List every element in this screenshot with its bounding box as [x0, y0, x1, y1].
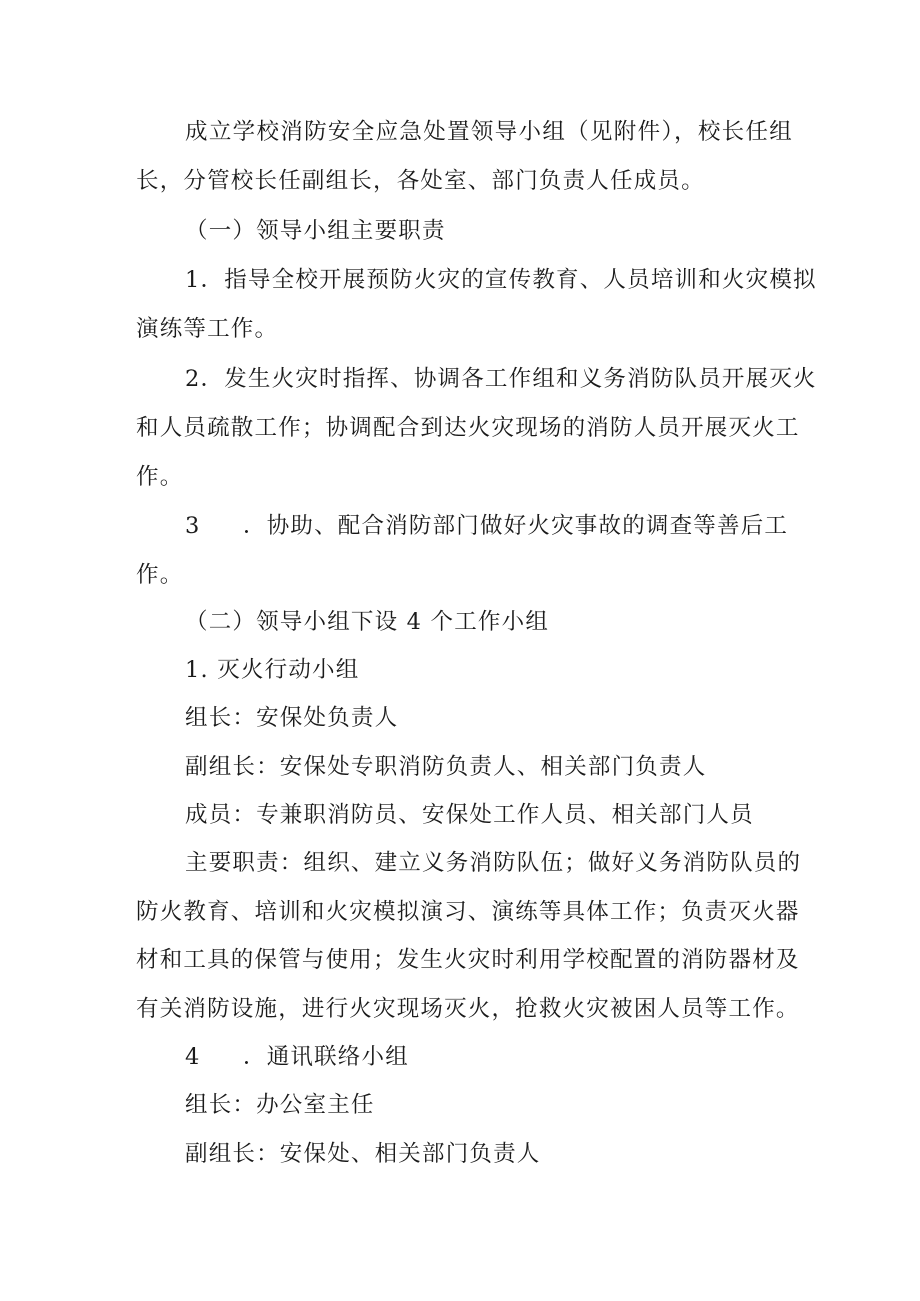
group-duties-line: 防火教育、培训和火灾模拟演习、演练等具体工作；负责灭火器	[136, 899, 800, 925]
list-item-line: 演练等工作。	[136, 316, 279, 342]
section-heading: （二）领导小组下设 4 个工作小组	[185, 609, 550, 635]
group-deputy: 副组长：安保处、相关部门负责人	[185, 1141, 541, 1167]
list-item-line: 作。	[136, 562, 184, 588]
list-item-line: 1．指导全校开展预防火灾的宣传教育、人员培训和火灾模拟	[185, 267, 817, 293]
list-item-line: 2．发生火灾时指挥、协调各工作组和义务消防队员开展灭火	[185, 366, 817, 392]
list-item-number: 3	[185, 513, 201, 539]
group-leader: 组长：办公室主任	[185, 1092, 375, 1118]
group-title: ．通讯联络小组	[243, 1044, 409, 1070]
group-title: 1. 灭火行动小组	[185, 657, 360, 683]
group-deputy: 副组长：安保处专职消防负责人、相关部门负责人	[185, 754, 707, 780]
group-number: 4	[185, 1044, 201, 1070]
list-item-line: 作。	[136, 464, 184, 490]
list-item-line: 和人员疏散工作；协调配合到达火灾现场的消防人员开展灭火工	[136, 415, 800, 441]
paragraph-line: 成立学校消防安全应急处置领导小组（见附件），校长任组	[185, 119, 793, 145]
group-leader: 组长：安保处负责人	[185, 705, 399, 731]
list-item-line: ．协助、配合消防部门做好火灾事故的调查等善后工	[243, 513, 789, 539]
group-duties-line: 有关消防设施，进行火灾现场灭火，抢救火灾被困人员等工作。	[136, 996, 800, 1022]
section-heading: （一）领导小组主要职责	[185, 218, 446, 244]
paragraph-line: 长，分管校长任副组长，各处室、部门负责人任成员。	[136, 168, 705, 194]
group-members: 成员：专兼职消防员、安保处工作人员、相关部门人员	[185, 802, 754, 828]
group-duties-line: 主要职责：组织、建立义务消防队伍；做好义务消防队员的	[185, 850, 802, 876]
group-duties-line: 材和工具的保管与使用；发生火灾时利用学校配置的消防器材及	[136, 947, 800, 973]
